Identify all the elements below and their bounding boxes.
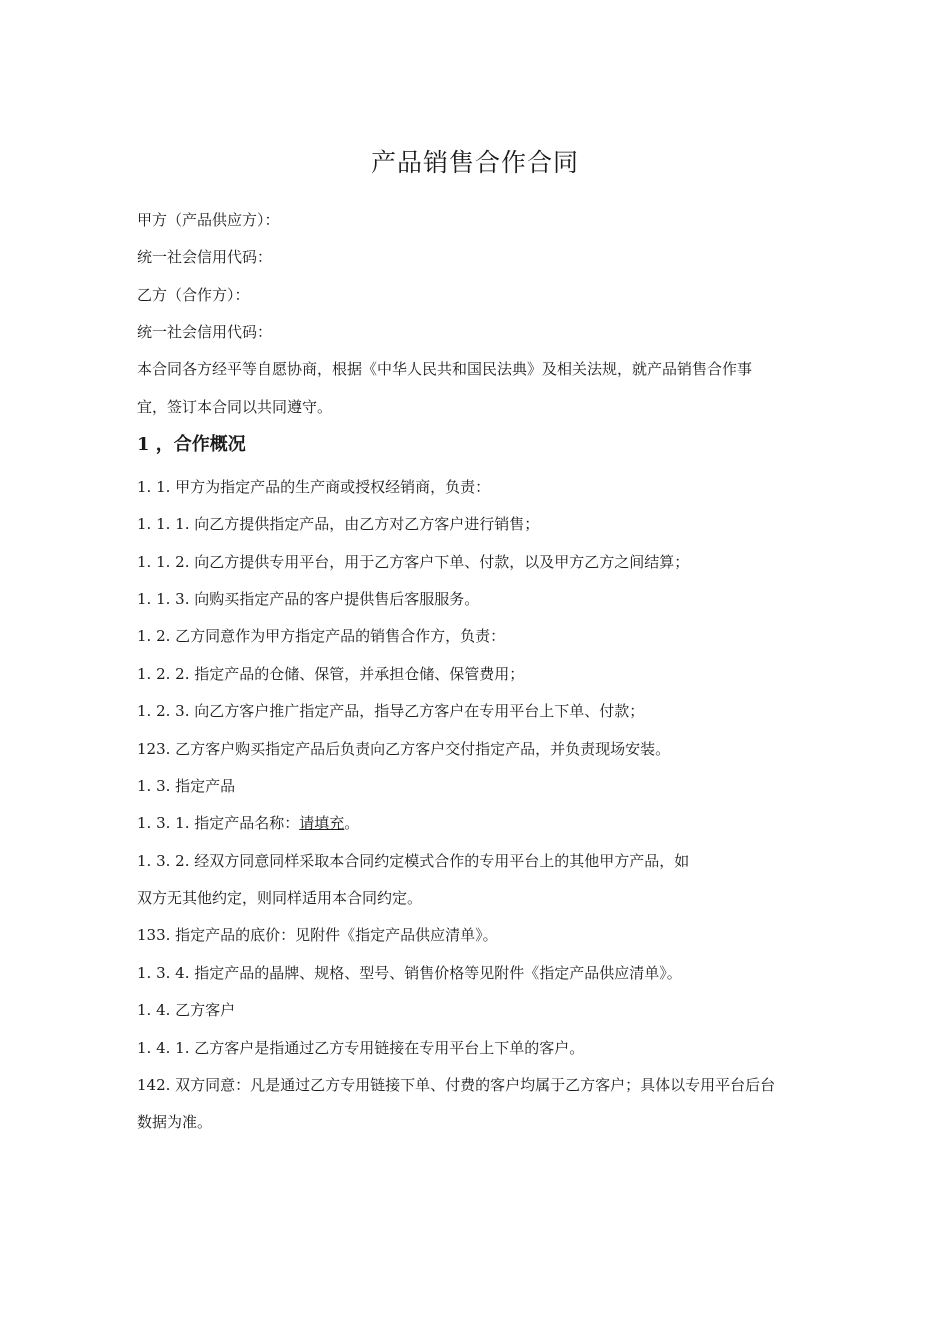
clause-1-2-2: 1. 2. 2. 指定产品的仓储、保管，并承担仓储、保管费用； <box>137 665 525 683</box>
party-a-line: 甲方（产品供应方）： <box>137 211 280 229</box>
preamble-line-2: 宜，签订本合同以共同遵守。 <box>137 398 333 416</box>
clause-1-3-1-prefix: 1. 3. 1. 指定产品名称： <box>137 814 300 832</box>
clause-1-2-3: 1. 2. 3. 向乙方客户推广指定产品，指导乙方客户在专用平台上下单、付款； <box>137 702 645 720</box>
clause-1-4-1: 1. 4. 1. 乙方客户是指通过乙方专用链接在专用平台上下单的客户。 <box>137 1039 585 1057</box>
clause-1-3: 1. 3. 指定产品 <box>137 777 236 795</box>
clause-1-3-2-line-2: 双方无其他约定，则同样适用本合同约定。 <box>137 889 423 907</box>
clause-123: 123. 乙方客户购买指定产品后负责向乙方客户交付指定产品，并负责现场安装。 <box>137 740 671 758</box>
clause-142-line-2: 数据为准。 <box>137 1113 213 1131</box>
clause-1-1: 1. 1. 甲方为指定产品的生产商或授权经销商，负责： <box>137 478 491 496</box>
clause-1-3-1-suffix: 。 <box>344 814 360 832</box>
party-b-credit-code-line: 统一社会信用代码： <box>137 323 273 341</box>
clause-1-2: 1. 2. 乙方同意作为甲方指定产品的销售合作方，负责： <box>137 627 506 645</box>
clause-1-1-2: 1. 1. 2. 向乙方提供专用平台，用于乙方客户下单、付款，以及甲方乙方之间结算； <box>137 553 690 571</box>
clause-1-4: 1. 4. 乙方客户 <box>137 1001 236 1019</box>
preamble-line-1: 本合同各方经平等自愿协商，根据《中华人民共和国民法典》及相关法规，就产品销售合作事 <box>137 360 753 378</box>
clause-1-3-2-line-1: 1. 3. 2. 经双方同意同样采取本合同约定模式合作的专用平台上的其他甲方产品，如 <box>137 852 690 870</box>
section-1-heading: 1 ，合作概况 <box>137 434 246 455</box>
document-title: 产品销售合作合同 <box>370 148 579 177</box>
clause-1-3-4: 1. 3. 4. 指定产品的晶牌、规格、型号、销售价格等见附件《指定产品供应清单》。 <box>137 964 682 982</box>
clause-1-1-1: 1. 1. 1. 向乙方提供指定产品，由乙方对乙方客户进行销售； <box>137 515 540 533</box>
party-a-credit-code-line: 统一社会信用代码： <box>137 248 273 266</box>
clause-1-1-3: 1. 1. 3. 向购买指定产品的客户提供售后客服服务。 <box>137 590 480 608</box>
clause-1-3-1 <box>137 812 359 834</box>
fill-in-placeholder: 请填充 <box>299 814 345 832</box>
party-b-line: 乙方（合作方）： <box>137 286 250 304</box>
clause-142-line-1: 142. 双方同意：凡是通过乙方专用链接下单、付费的客户均属于乙方客户；具体以专用平台后台 <box>137 1076 776 1094</box>
clause-133: 133. 指定产品的底价：见附件《指定产品供应清单》。 <box>137 926 498 944</box>
